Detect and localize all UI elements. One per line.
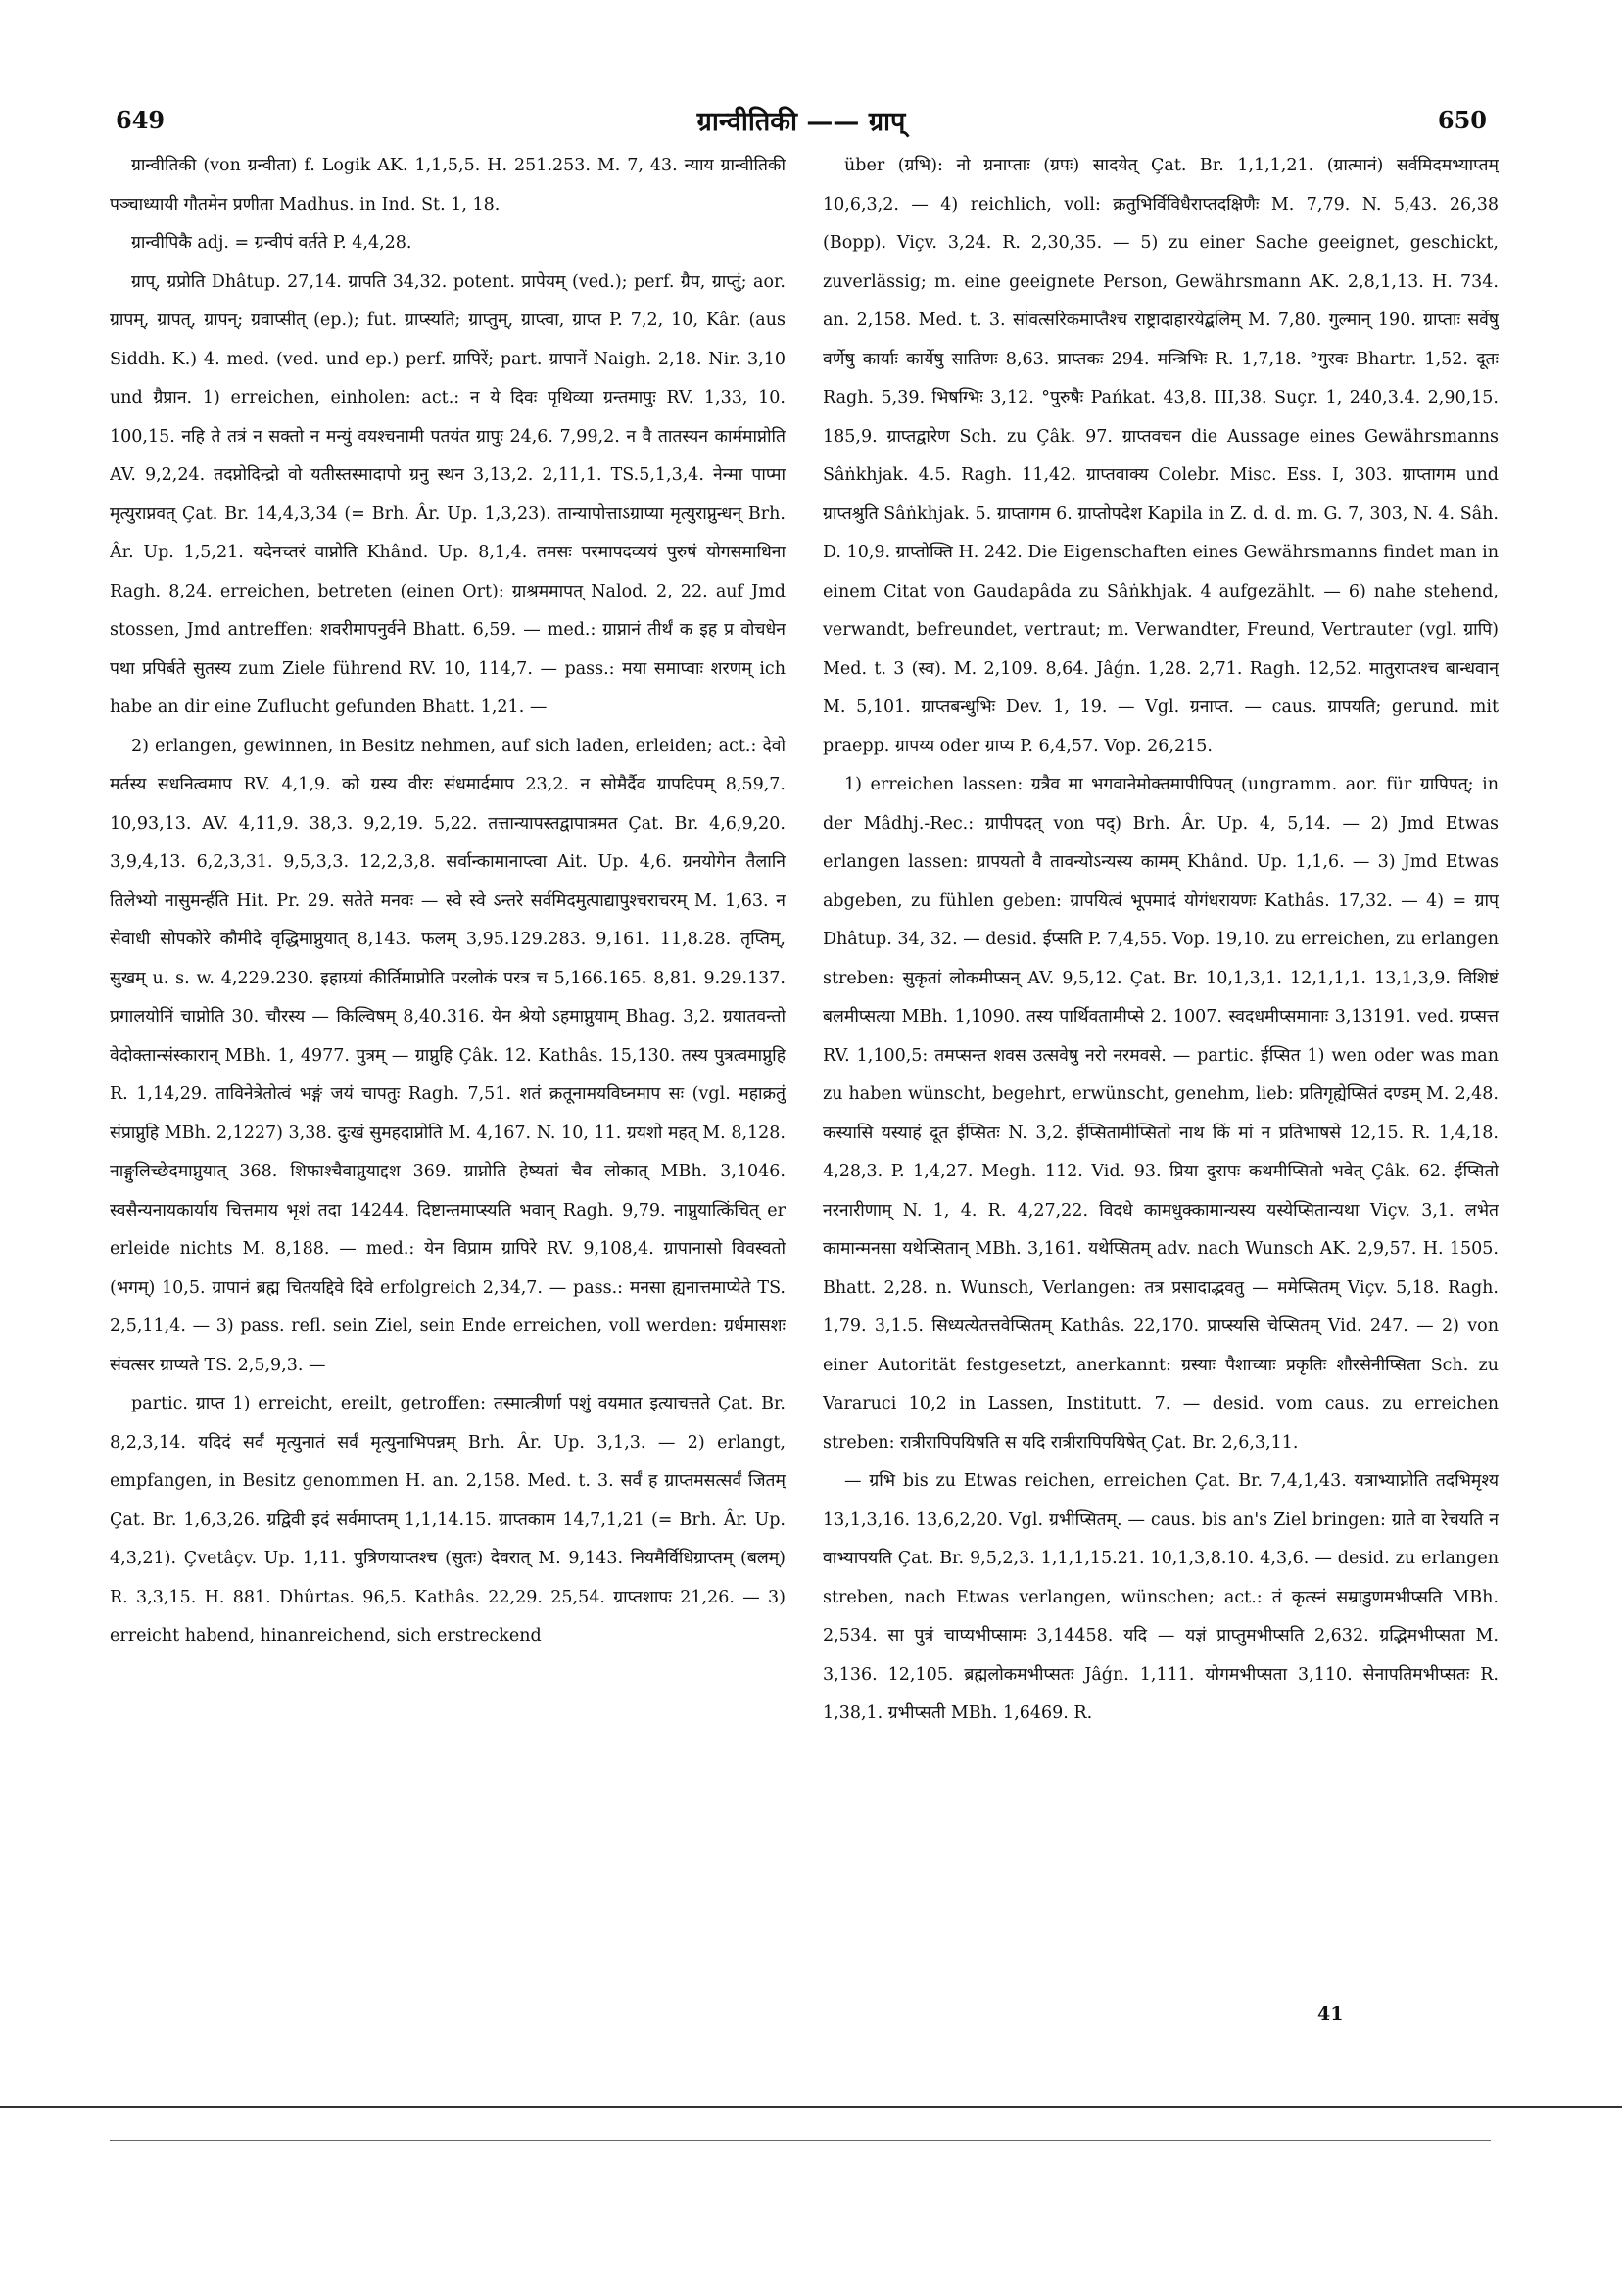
right-page-number: 650 xyxy=(1437,106,1487,134)
footer-rule-thin xyxy=(110,2140,1491,2141)
entry-paragraph: partic. ग्राप्त 1) erreicht, ereilt, getroffen: तस्मात्त्रीर्णा पशुं वयमात इत्याचत्तते Çat. Br. 8,2,3,14. यदिदं सर्वं मृत्युनातं सर्वं मृत्युनाभिपन्नम् Brh. Âr. Up. 3,1,3. — 2) erlangt, empfangen, in Besitz genommen H. an. 2,158. Med. t. 3. सर्वं ह ग्राप्तमसत्सर्वं जितम् Çat. Br. 1,6,3,26. ग्रद्विवी इदं सर्वमाप्तम् 1,1,14.15. ग्राप्तकाम 14,7,1,21 (= Brh. Âr. Up. 4,3,21). Çvetâçv. Up. 1,11. पुत्रिणयाप्तश्च (सुतः) देवरात् M. 9,143. नियमैर्विधिग्राप्तम् (बलम्) R. 3,3,15. H. 881. Dhûrtas. 96,5. Kathâs. 22,29. 25,54. ग्राप्तशापः 21,26. — 3) erreicht habend, hinanreichend, sich erstreckend xyxy=(110,1394,786,1646)
footer-rule xyxy=(0,2106,1622,2108)
entry-paragraph: ग्राप्, ग्रप्रोति Dhâtup. 27,14. ग्रापति 34,32. potent. प्रापेयम् (ved.); perf. ग्रैप, ग्राप्तुं; aor. ग्रापम्, ग्रापत्, ग्रापन्; ग्रवाप्सीत् (ep.); fut. ग्राप्स्यति; ग्राप्तुम्, ग्राप्त्वा, ग्राप्त P. 7,2, 10, Kâr. (aus Siddh. K.) 4. med. (ved. und ep.) perf. ग्रापिरें; part. ग्रापानें Naigh. 2,18. Nir. 3,10 und ग्रैप्रान. 1) erreichen, einholen: act.: न ये दिवः पृथिव्या ग्रन्तमापुः RV. 1,33, 10. 100,15. नहि ते तत्रं न सक्तो न मन्युं वयश्चनामी पतयंत ग्रापुः 24,6. 7,99,2. न वै तातस्यन कार्ममाप्नोति AV. 9,2,24. तदप्नोदिन्द्रो वो यतीस्तस्मादापो ग्रनु स्थन 3,13,2. 2,11,1. TS.5,1,3,4. नेन्मा पाप्मा मृत्युराप्नवत् Çat. Br. 14,4,3,34 (= Brh. Âr. Up. 1,3,23). तान्यापोत्ताऽग्राप्या मृत्युराप्नुन्धन् Brh. Âr. Up. 1,5,21. यदेनच्तरं वाप्नोति Khând. Up. 8,1,4. तमसः परमापदव्ययं पुरुषं योगसमाधिना Ragh. 8,24. erreichen, betreten (einen Ort): ग्राश्रममापत् Nalod. 2, 22. auf Jmd stossen, Jmd antreffen: शवरीमापनुर्वने Bhatt. 6,59. — med.: ग्राप्नानं तीर्थं क इह प्र वोचधेन पथा प्रपिर्बते सुतस्य zum Ziele führend RV. 10, 114,7. — pass.: मया समाप्वाः शरणम् ich habe an dir eine Zuflucht gefunden Bhatt. 1,21. — xyxy=(110,271,786,717)
left-column xyxy=(110,147,786,1998)
entry-paragraph: über (ग्रभि): नो ग्रनाप्ताः (ग्रपः) सादयेत् Çat. Br. 1,1,1,21. (ग्रात्मानं) सर्वमिदमभ्याप्तम् 10,6,3,2. — 4) reichlich, voll: क्रतुभिर्विविधैराप्तदक्षिणैः M. 7,79. N. 5,43. 26,38 (Bopp). Viçv. 3,24. R. 2,30,35. — 5) zu einer Sache geeignet, geschickt, zuverlässig; m. eine geeignete Person, Gewährsmann AK. 2,8,1,13. H. 734. an. 2,158. Med. t. 3. सांवत्सरिकमाप्तैश्च राष्ट्रादाहारयेद्बलिम् M. 7,80. गुल्मान् 190. ग्राप्ताः सर्वेषु वर्णेषु कार्याः कार्येषु सातिणः 8,63. प्राप्तकः 294. मन्त्रिभिः R. 1,7,18. °गुरवः Bhartr. 1,52. दूतः Ragh. 5,39. भिषग्भिः 3,12. °पुरुषैः Pańkat. 43,8. III,38. Suçr. 1, 240,3.4. 2,90,15. 185,9. ग्राप्तद्वारेण Sch. zu Çâk. 97. ग्राप्तवचन die Aussage eines Gewährsmanns Sâṅkhjak. 4.5. Ragh. 11,42. ग्राप्तवाक्य Colebr. Misc. Ess. I, 303. ग्राप्तागम und ग्राप्तश्रुति Sâṅkhjak. 5. ग्राप्तागम 6. ग्राप्तोपदेश Kapila in Z. d. d. m. G. 7, 303, N. 4. Sâh. D. 10,9. ग्राप्तोक्ति H. 242. Die Eigenschaften eines Gewährsmanns findet man in einem Citat von Gaudapâda zu Sâṅkhjak. 4 aufgezählt. — 6) nahe stehend, verwandt, befreundet, vertraut; m. Verwandter, Freund, Vertrauter (vgl. ग्रापि) Med. t. 3 (स्व). M. 2,109. 8,64. Jâǵn. 1,28. 2,71. Ragh. 12,52. मातुराप्तश्च बान्धवान् M. 5,101. ग्राप्तबन्धुभिः Dev. 1, 19. — Vgl. ग्रनाप्त. — caus. ग्रापयति; gerund. mit praepp. ग्रापय्य oder ग्राप्य P. 6,4,57. Vop. 26,215. xyxy=(823,156,1499,756)
entry-paragraph: — ग्रभि bis zu Etwas reichen, erreichen Çat. Br. 7,4,1,43. यत्राभ्याप्नोति तदभिमृश्य 13,1,3,16. 13,6,2,20. Vgl. ग्रभीप्सितम्. — caus. bis an's Ziel bringen: ग्राते वा रेचयति न वाभ्यापयति Çat. Br. 9,5,2,3. 1,1,1,15.21. 10,1,3,8.10. 4,3,6. — desid. zu erlangen streben, nach Etwas verlangen, wünschen; act.: तं कृत्स्नं सम्राडुणमभीप्सति MBh. 2,534. सा पुत्रं चाप्यभीप्सामः 3,14458. यदि — यज्ञं प्राप्तुमभीप्सति 2,632. ग्रद्भिमभीप्सता M. 3,136. 12,105. ब्रह्मलोकमभीप्सतः Jâǵn. 1,111. योगमभीप्सता 3,110. सेनापतिमभीप्सतः R. 1,38,1. ग्रभीप्सती MBh. 1,6469. R. xyxy=(823,1471,1499,1723)
running-head: ग्रान्वीतिकी —— ग्राप् xyxy=(696,107,906,137)
entry-paragraph: 2) erlangen, gewinnen, in Besitz nehmen, auf sich laden, erleiden; act.: देवो मर्तस्य सधनित्वमाप RV. 4,1,9. को ग्रस्य वीरः संधमार्दमाप 23,2. न सोमैर्दैव ग्रापदिपम् 8,59,7. 10,93,13. AV. 4,11,9. 38,3. 9,2,19. 5,22. तत्तान्यापस्तद्वापात्रमत Çat. Br. 4,6,9,20. 3,9,4,13. 6,2,3,31. 9,5,3,3. 12,2,3,8. सर्वान्कामानाप्त्वा Ait. Up. 4,6. ग्रनयोगेन तैलानि तिलेभ्यो नासुमर्न्हति Hit. Pr. 29. सतेते मनवः — स्वे स्वे ऽन्तरे सर्वमिदमुत्पाद्यापुश्चराचरम् M. 1,63. न सेवाधी सोपकोरे कौमीदे वृद्धिमाप्नुयात् 8,143. फलम् 3,95.129.283. 9,161. 11,8.28. तृप्तिम्, सुखम् u. s. w. 4,229.230. इहाग्र्यां कीर्तिमाप्नोति परलोकं परत्र च 5,166.165. 8,81. 9.29.137. प्रगालयोनिं चाप्नोति 30. चौरस्य — किल्विषम् 8,40.316. येन श्रेयो ऽहमाप्नुयाम् Bhag. 3,2. ग्रयातवन्तो वेदोक्तान्संस्कारान् MBh. 1, 4977. पुत्रम् — ग्राप्नुहि Çâk. 12. Kathâs. 15,130. तस्य पुत्रत्वमाप्नुहि R. 1,14,29. ताविनेत्रेतोत्वं भङ्गं जयं चापतुः Ragh. 7,51. शतं क्रतूनामयविघ्नमाप सः (vgl. महाक्रतुं संप्राप्नुहि MBh. 2,1227) 3,38. दुःखं सुमहदाप्नोति M. 4,167. N. 10, 11. ग्रयशो महत् M. 8,128. नाङ्गुलिच्छेदमाप्नुयात् 368. शिफाश्चैवाप्नुयाद्दश 369. ग्राप्नोति हेष्यतां चैव लोकात् MBh. 3,1046. स्वसैन्यनायकार्याय चित्तमाय भृशं तदा 14244. दिष्टान्तमाप्स्यति भवान् Ragh. 9,79. नाप्नुयात्किंचित् er erleide nichts M. 8,188. — med.: येन विप्राम ग्रापिरे RV. 9,108,4. ग्रापानासो विवस्वतो (भगम्) 10,5. ग्रापानं ब्रह्म चितयद्दिवे दिवे erfolgreich 2,34,7. — pass.: मनसा ह्यनात्तमाप्येते TS. 2,5,11,4. — 3) pass. refl. sein Ziel, sein Ende erreichen, voll werden: ग्रर्धमासशः संवत्सर ग्राप्यते TS. 2,5,9,3. — xyxy=(110,736,786,1375)
left-page-number: 649 xyxy=(116,106,166,134)
entry-paragraph: 1) erreichen lassen: ग्रत्रैव मा भगवानेमोक्तमापीपिपत् (ungramm. aor. für ग्रापिपत्; in der Mâdhj.-Rec.: ग्रापीपदत् von पद्) Brh. Âr. Up. 4, 5,14. — 2) Jmd Etwas erlangen lassen: ग्रापयतो वै तावन्योऽन्यस्य कामम् Khând. Up. 1,1,6. — 3) Jmd Etwas abgeben, zu fühlen geben: ग्रापयित्वं भूपमादं योगंधरायणः Kathâs. 17,32. — 4) = ग्राप् Dhâtup. 34, 32. — desid. ईप्सति P. 7,4,55. Vop. 19,10. zu erreichen, zu erlangen streben: सुकृतां लोकमीप्सन् AV. 9,5,12. Çat. Br. 10,1,3,1. 12,1,1,1. 13,1,3,9. विशिष्टं बलमीप्सत्या MBh. 1,1090. तस्य पार्थिवतामीप्से 2. 1007. स्वदधमीप्समानाः 3,13191. ved. ग्रप्सत्त RV. 1,100,5: तमप्सन्त शवस उत्सवेषु नरो नरमवसे. — partic. ईप्सित 1) wen oder was man zu haben wünscht, begehrt, erwünscht, genehm, lieb: प्रतिगृह्येप्सितं दण्डम् M. 2,48. कस्यासि यस्याहं दूत ईप्सितः N. 3,2. ईप्सितामीप्सितो नाथ किं मां न प्रतिभाषसे 12,15. R. 1,4,18. 4,28,3. P. 1,4,27. Megh. 112. Vid. 93. प्रिया दुरापः कथमीप्सितो भवेत् Çâk. 62. ईप्सितो नरनारीणाम् N. 1, 4. R. 4,27,22. विदधे कामधुक्कामान्यस्य यस्येप्सितान्यथा Viçv. 3,1. लभेत कामान्मनसा यथेप्सितान् MBh. 3,161. यथेप्सितम् adv. nach Wunsch AK. 2,9,57. H. 1505. Bhatt. 2,28. n. Wunsch, Verlangen: तत्र प्रसादाद्भवतु — ममेप्सितम् Viçv. 5,18. Ragh. 1,79. 3,1.5. सिध्यत्येतत्तवेप्सितम् Kathâs. 22,170. प्राप्स्यसि चेप्सितम् Vid. 247. — 2) von einer Autorität festgesetzt, anerkannt: ग्रस्याः पैशाच्याः प्रकृतिः शौरसेनीप्सिता Sch. zu Vararuci 10,2 in Lassen, Institutt. 7. — desid. vom caus. zu erreichen streben: रात्रीरापिपयिषति स यदि रात्रीरापिपयिषेत् Çat. Br. 2,6,3,11. xyxy=(823,775,1499,1453)
right-column xyxy=(823,147,1499,1998)
page-header xyxy=(116,106,1487,145)
entry-paragraph: ग्रान्वीपिकै adj. = ग्रन्वीपं वर्तते P. 4,4,28. xyxy=(131,233,412,253)
entry-paragraph: ग्रान्वीतिकी (von ग्रन्वीता) f. Logik AK. 1,1,5,5. H. 251.253. M. 7, 43. न्याय ग्रान्वीतिकी पञ्चाध्यायी गौतमेन प्रणीता Madhus. in Ind. St. 1, 18. xyxy=(110,156,786,215)
sheet-number: 41 xyxy=(1317,2003,1344,2025)
